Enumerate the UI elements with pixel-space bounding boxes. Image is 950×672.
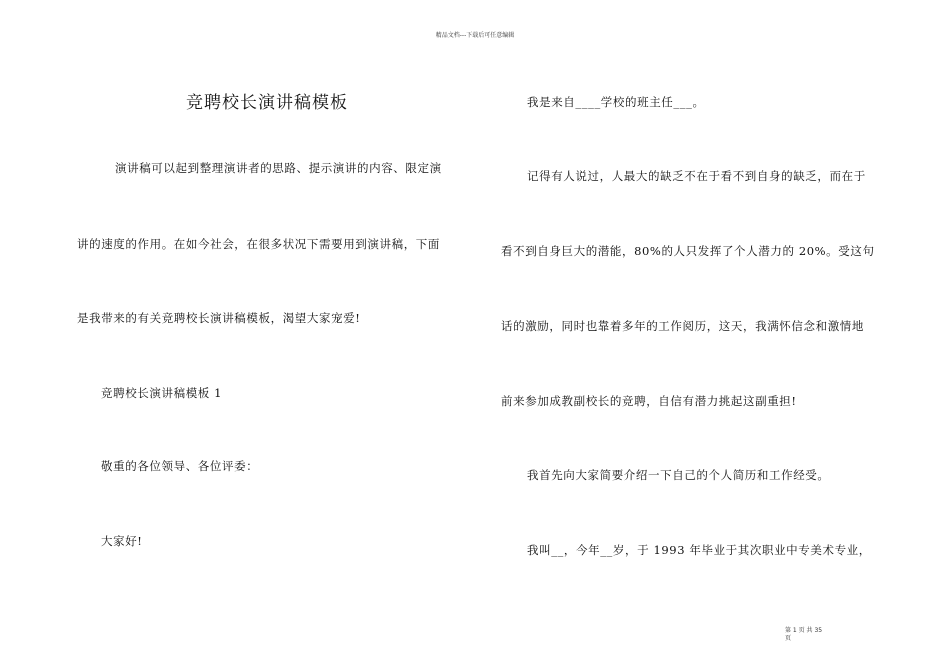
right-line-7: 我叫__，今年__岁，于 1993 年毕业于其次职业中专美术专业，: [527, 543, 871, 557]
salutation: 敬重的各位领导、各位评委：: [101, 459, 259, 473]
right-line-3: 看不到自身巨大的潜能，80%的人只发挥了个人潜力的 20%。受这句: [501, 244, 875, 258]
document-title: 竞聘校长演讲稿模板: [186, 93, 348, 113]
right-line-4: 话的激励，同时也靠着多年的工作阅历，这天，我满怀信念和激情地: [501, 319, 864, 333]
right-line-6: 我首先向大家简要介绍一下自己的个人简历和工作经受。: [527, 468, 830, 482]
right-line-2: 记得有人说过，人最大的缺乏不在于看不到自身的缺乏，而在于: [527, 169, 866, 183]
right-line-1: 我是来自____学校的班主任___。: [527, 95, 705, 109]
section-heading: 竞聘校长演讲稿模板 1: [101, 386, 223, 400]
right-line-5: 前来参加成教副校长的竞聘，自信有潜力挑起这副重担!: [501, 394, 797, 408]
left-line-2: 讲的速度的作用。在如今社会，在很多状况下需要用到演讲稿，下面: [77, 237, 440, 251]
header-note: 精品文档---下载后可任意编辑: [435, 32, 515, 39]
page-number: 第 1 页 共 35 页: [785, 627, 823, 642]
left-line-3: 是我带来的有关竞聘校长演讲稿模板，渴望大家宠爱!: [77, 311, 361, 325]
greeting: 大家好!: [101, 534, 143, 548]
left-line-1: 演讲稿可以起到整理演讲者的思路、提示演讲的内容、限定演: [115, 161, 442, 175]
